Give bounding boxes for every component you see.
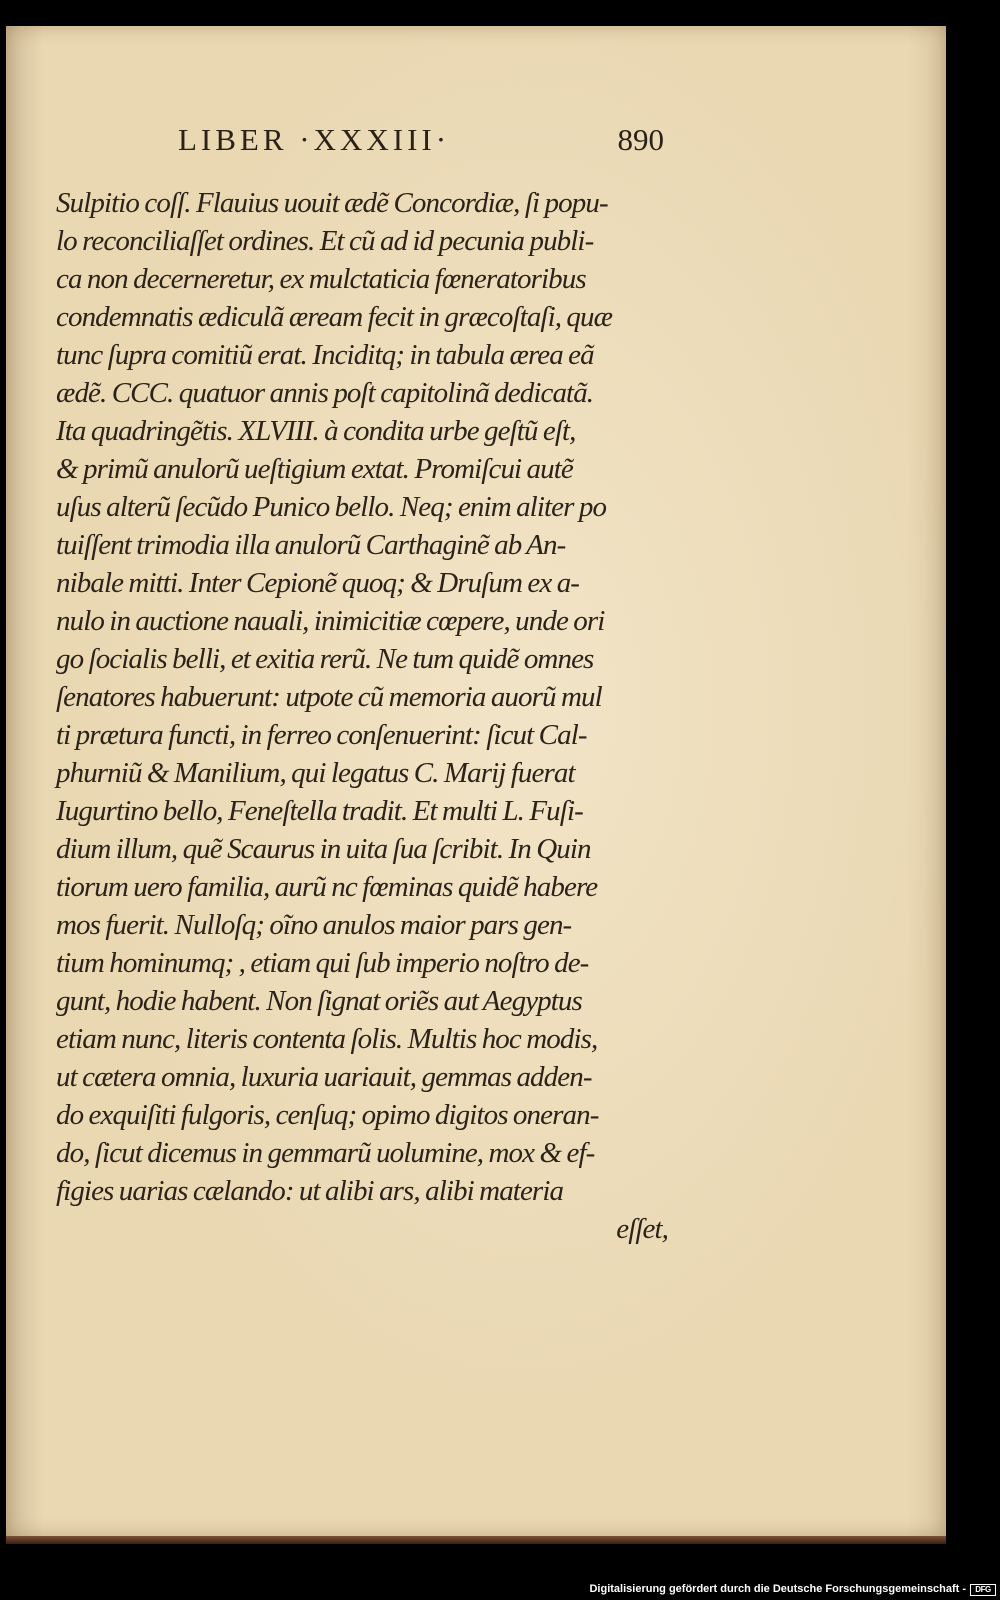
text-line: lo reconciliaſſet ordines. Et cũ ad id pecunia publi- bbox=[56, 225, 594, 257]
text-line: tuiſſent trimodia illa anulorũ Carthaginẽ ab An- bbox=[56, 529, 566, 561]
dfg-logo: DFG bbox=[970, 1584, 996, 1596]
text-line: mos fuerit. Nulloſq; oĩno anulos maior pars gen- bbox=[56, 909, 572, 941]
funding-credit: Digitalisierung gefördert durch die Deutsche Forschungsgemeinschaft - bbox=[589, 1583, 966, 1595]
text-line: & primũ anulorũ ueſtigium extat. Promiſcui autẽ bbox=[56, 453, 573, 485]
text-line: phurniũ & Manilium, qui legatus C. Marij fuerat bbox=[56, 757, 575, 789]
text-line: nibale mitti. Inter Cepionẽ quoq; & Druſum ex a- bbox=[56, 567, 580, 599]
text-line: ædẽ. CCC. quatuor annis poſt capitolinã dedicatã. bbox=[56, 377, 594, 409]
text-line: tium hominumq; , etiam qui ſub imperio noſtro de- bbox=[56, 947, 589, 979]
text-line: go ſocialis belli, et exitia rerũ. Ne tum quidẽ omnes bbox=[56, 643, 594, 675]
catchword: eſſet, bbox=[616, 1213, 668, 1245]
footer-bar bbox=[0, 1582, 1000, 1600]
text-line: ti prætura functi, in ferreo conſenuerint: ſicut Cal- bbox=[56, 719, 587, 751]
text-line: Ita quadringẽtis. XLVIII. à condita urbe geſtũ eſt, bbox=[56, 415, 576, 447]
text-line: nulo in auctione nauali, inimicitiæ cœpere, unde ori bbox=[56, 605, 605, 637]
text-line: ſenatores habuerunt: utpote cũ memoria auorũ mul bbox=[56, 681, 602, 713]
text-line: gunt, hodie habent. Non ſignat oriẽs aut Aegyptus bbox=[56, 985, 582, 1017]
text-line: dium illum, quẽ Scaurus in uita ſua ſcribit. In Quin bbox=[56, 833, 591, 865]
text-line: ut cætera omnia, luxuria uariauit, gemmas adden- bbox=[56, 1061, 592, 1093]
text-line: do exquiſiti fulgoris, cenſuq; opimo digitos oneran- bbox=[56, 1099, 599, 1131]
running-header-title: LIBER ·XXXIII· bbox=[178, 122, 451, 157]
text-line: Iugurtino bello, Feneſtella tradit. Et multi L. Fuſi- bbox=[56, 795, 583, 827]
text-line: Sulpitio coſſ. Flauius uouit ædẽ Concordiæ, ſi popu- bbox=[56, 187, 608, 219]
page-bottom-edge bbox=[6, 1536, 946, 1544]
page-number: 890 bbox=[617, 122, 664, 157]
text-line: uſus alterũ ſecũdo Punico bello. Neq; enim aliter po bbox=[56, 491, 607, 523]
text-line: figies uarias cælando: ut alibi ars, alibi materia bbox=[56, 1175, 564, 1207]
text-line: condemnatis ædiculã æream fecit in græcoſtaſi, quæ bbox=[56, 301, 613, 333]
running-header bbox=[178, 122, 664, 170]
text-line: ca non decerneretur, ex mulctaticia fœneratoribus bbox=[56, 263, 586, 295]
text-line: etiam nunc, literis contenta ſolis. Multis hoc modis, bbox=[56, 1023, 598, 1055]
text-line: tiorum uero familia, aurũ nc fœminas quidẽ habere bbox=[56, 871, 598, 903]
text-line: tunc ſupra comitiũ erat. Inciditq; in tabula ærea eã bbox=[56, 339, 594, 371]
text-line: do, ſicut dicemus in gemmarũ uolumine, mox & ef- bbox=[56, 1137, 595, 1169]
body-text bbox=[56, 184, 676, 1248]
